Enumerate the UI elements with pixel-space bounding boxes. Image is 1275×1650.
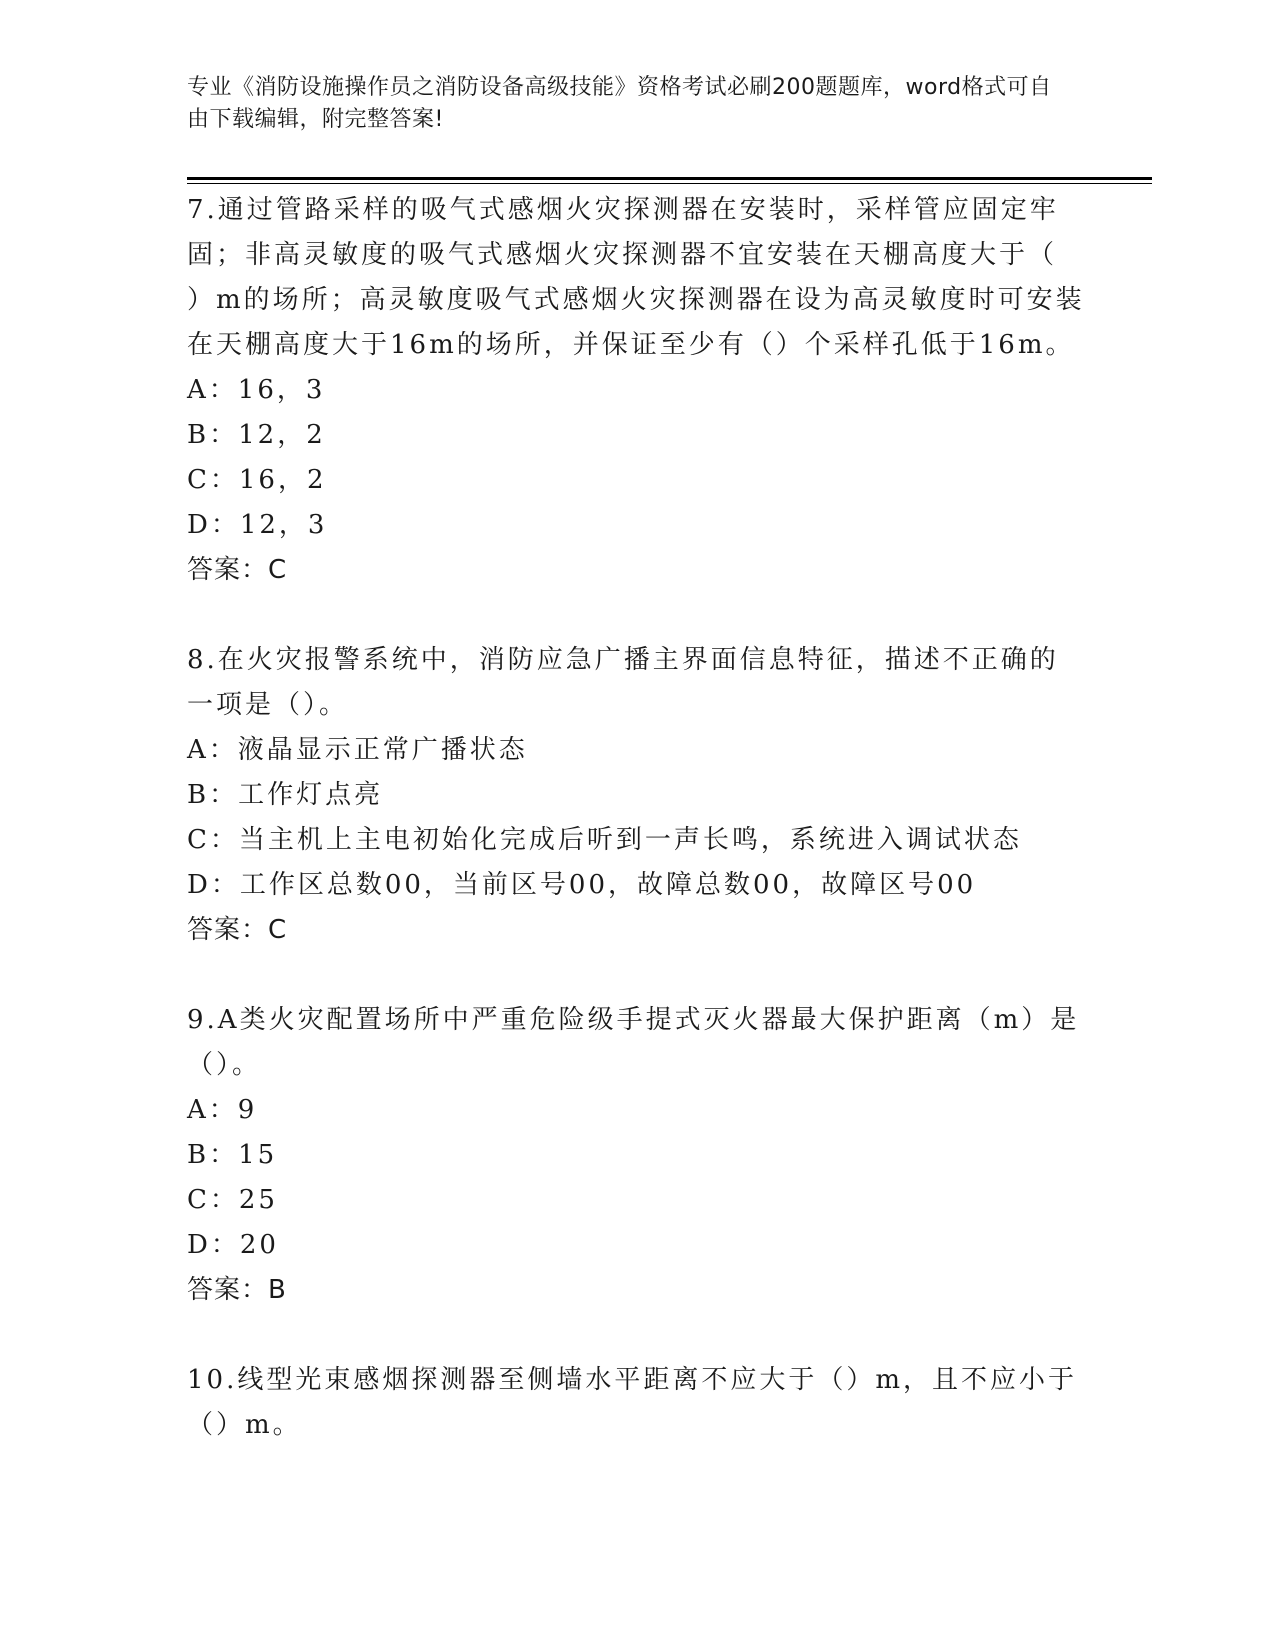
option-c: C：当主机上主电初始化完成后听到一声长鸣，系统进入调试状态	[187, 825, 1022, 855]
answer: 答案：B	[187, 1275, 287, 1305]
option-c: C：16，2	[187, 465, 327, 495]
question-line: （）m。	[187, 1410, 302, 1440]
spacer	[187, 953, 1087, 998]
option-a: A：16，3	[187, 375, 326, 405]
question-line: 10.线型光束感烟探测器至侧墙水平距离不应大于（）m，且不应小于	[187, 1365, 1078, 1395]
option-b: B：12，2	[187, 420, 326, 450]
answer: 答案：C	[187, 555, 288, 585]
question-line: 7.通过管路采样的吸气式感烟火灾探测器在安装时，采样管应固定牢	[187, 195, 1059, 225]
question-line: 在天棚高度大于16m的场所，并保证至少有（）个采样孔低于16m。	[187, 330, 1075, 360]
header-rule-thin	[187, 183, 1152, 184]
option-d: D：20	[187, 1230, 279, 1260]
question-line: 8.在火灾报警系统中，消防应急广播主界面信息特征，描述不正确的	[187, 645, 1059, 675]
question-10	[187, 1358, 1087, 1448]
page-header: 专业《消防设施操作员之消防设备高级技能》资格考试必刷200题题库，word格式可自由下载编辑，附完整答案!	[187, 75, 1052, 132]
option-d: D：工作区总数00，当前区号00，故障总数00，故障区号00	[187, 870, 977, 900]
answer: 答案：C	[187, 915, 288, 945]
spacer	[187, 1313, 1087, 1358]
question-line: （）。	[187, 1050, 262, 1080]
header-rule-thick	[187, 177, 1152, 180]
question-7	[187, 188, 1087, 593]
question-9	[187, 998, 1087, 1313]
option-a: A：9	[187, 1095, 258, 1125]
question-8	[187, 638, 1087, 953]
spacer	[187, 593, 1087, 638]
option-d: D：12，3	[187, 510, 328, 540]
option-c: C：25	[187, 1185, 278, 1215]
question-line: 9.A类火灾配置场所中严重危险级手提式灭火器最大保护距离（m）是	[187, 1005, 1080, 1035]
option-b: B：15	[187, 1140, 278, 1170]
option-a: A：液晶显示正常广播状态	[187, 735, 528, 765]
question-line: 固；非高灵敏度的吸气式感烟火灾探测器不宜安装在天棚高度大于（	[187, 240, 1058, 270]
question-list	[187, 188, 1087, 1448]
question-line: 一项是（）。	[187, 690, 349, 720]
option-b: B：工作灯点亮	[187, 780, 384, 810]
question-line: ）m的场所；高灵敏度吸气式感烟火灾探测器在设为高灵敏度时可安装	[187, 285, 1085, 315]
